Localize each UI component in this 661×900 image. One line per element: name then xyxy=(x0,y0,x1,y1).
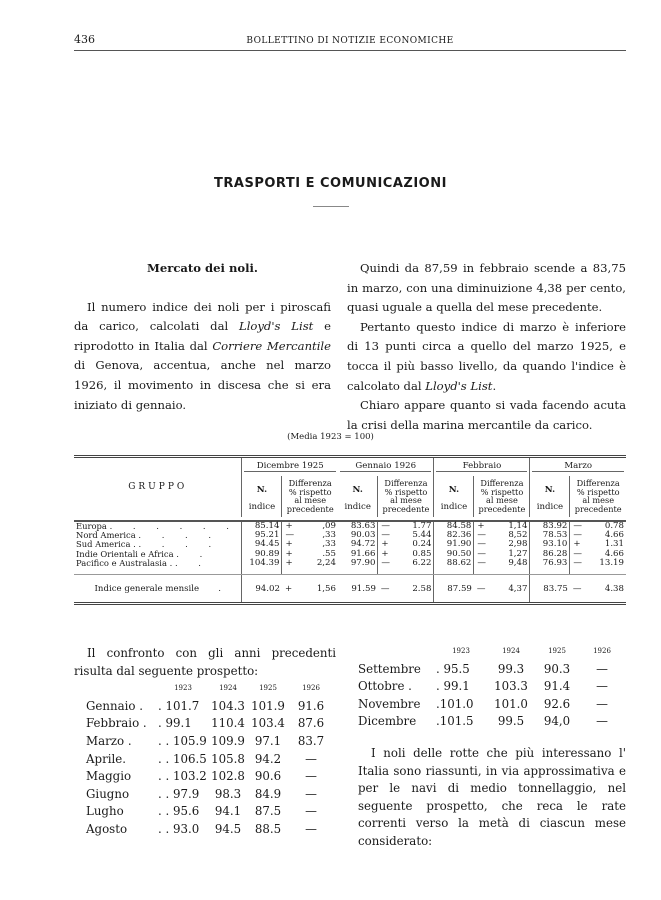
leader-dots: . . xyxy=(158,769,173,784)
text: Pertanto questo indice di marzo è inferiore di 13 punti circa a quello del marzo 1925, e tocca il più basso livello, da quando l'indice è calcolato dal xyxy=(347,319,626,393)
value-1923 xyxy=(158,803,208,821)
year-header: 1926 xyxy=(593,647,611,655)
value-1924: 94.1 xyxy=(214,804,242,819)
comparison-table-right xyxy=(358,643,626,731)
month-label xyxy=(86,733,158,751)
year-header: 1925 xyxy=(259,684,277,693)
comparison-row xyxy=(86,821,334,839)
table-body xyxy=(74,521,626,604)
sign: + xyxy=(282,540,296,549)
comparison-intro: Il confronto con gli anni precedenti risulta dal seguente prospetto: xyxy=(74,646,336,678)
sign: + xyxy=(474,521,488,531)
leader-dots: . . . . xyxy=(138,539,221,550)
italic-source: Lloyd's List xyxy=(239,319,314,334)
percent-change: ,33 xyxy=(322,539,336,550)
diff-label: al mese xyxy=(390,495,422,506)
sign: — xyxy=(378,521,392,531)
value-1924: 99.5 xyxy=(497,714,525,729)
percent-change: 9,48 xyxy=(508,557,528,568)
value-1923 xyxy=(158,821,208,839)
month-name: Agosto xyxy=(86,821,128,836)
value-1923 xyxy=(158,751,208,769)
n-label: N. xyxy=(256,485,268,496)
paragraph: Chiaro appare quanto si vada facendo acuta la crisi della marina mercantile da carico. xyxy=(347,398,626,432)
month-header: Febbraio xyxy=(436,462,527,472)
value-1923 xyxy=(436,661,486,679)
value-1925: 94.2 xyxy=(254,751,282,766)
sign: — xyxy=(570,550,584,559)
diff-label: % rispetto xyxy=(576,486,620,497)
value-1924: 105.8 xyxy=(211,751,245,766)
value-1925: 101.9 xyxy=(251,698,285,713)
diff-label: al mese xyxy=(582,495,615,506)
subheading: Mercato dei noli. xyxy=(147,261,258,275)
diff-header xyxy=(378,476,434,516)
comparison-row xyxy=(358,661,626,679)
value-1925: 84.9 xyxy=(254,786,282,801)
value-1925: 90.3 xyxy=(543,661,571,676)
month-name: Dicembre xyxy=(358,714,417,729)
diff-header xyxy=(570,476,626,516)
percent-change: ,09 xyxy=(322,520,336,531)
year-header: 1926 xyxy=(302,684,320,693)
sign: — xyxy=(474,531,488,540)
index-value: 95.21 xyxy=(242,531,282,540)
comparison-row xyxy=(358,678,626,696)
value-1925: 97.1 xyxy=(254,733,282,748)
year-header: 1924 xyxy=(219,684,237,693)
sign: + xyxy=(570,540,584,549)
percent-change: 1,14 xyxy=(508,520,528,531)
value-1926: — xyxy=(305,821,317,836)
value-1926: — xyxy=(596,714,608,729)
comparison-row xyxy=(86,733,334,751)
value-1924: 110.4 xyxy=(211,716,245,731)
diff-label: precedente xyxy=(382,504,430,515)
leader-dots: . . xyxy=(158,751,173,766)
value: 101.7 xyxy=(165,698,200,713)
value-1923 xyxy=(158,768,208,786)
sign: — xyxy=(474,550,488,559)
index-value: 86.28 xyxy=(530,550,570,559)
value-1925: 88.5 xyxy=(254,821,282,836)
index-value: 83.75 xyxy=(530,574,570,603)
index-value: 93.10 xyxy=(530,540,570,549)
leader-dots: . xyxy=(158,698,166,713)
year-header: 1925 xyxy=(548,647,566,655)
freight-index-table xyxy=(74,455,626,605)
month-label xyxy=(86,768,158,786)
index-value: 82.36 xyxy=(434,531,474,540)
percent-change: 8,52 xyxy=(508,529,528,540)
leader-dots: . . . . xyxy=(138,529,221,540)
value: 97.9 xyxy=(173,786,200,801)
running-head xyxy=(74,33,626,51)
percent-change: 4,37 xyxy=(488,574,530,603)
diff-label: precedente xyxy=(574,504,622,515)
index-value: 91.66 xyxy=(350,548,376,559)
leader-dots: . . xyxy=(158,821,173,836)
month-name: Lugho xyxy=(86,804,124,819)
gruppo-header: GRUPPO xyxy=(74,457,242,517)
diff-label: Differenza xyxy=(480,478,524,489)
table-caption: (Media 1923 = 100) xyxy=(287,432,374,442)
leader-dots: . xyxy=(436,661,444,676)
value: 105.9 xyxy=(173,733,207,748)
sign: — xyxy=(474,574,488,603)
sign: + xyxy=(282,521,296,531)
month-header: Marzo xyxy=(532,462,624,472)
comparison-row xyxy=(86,751,334,769)
percent-change: 5.44 xyxy=(412,529,432,540)
section-title: TRASPORTI E COMUNICAZIONI xyxy=(214,176,447,191)
indice-label: indice xyxy=(344,502,371,513)
month-label xyxy=(358,661,436,679)
value-1923 xyxy=(158,715,208,733)
index-value: 83.63 xyxy=(350,520,376,531)
percent-change: 0.78 xyxy=(604,520,624,531)
sign: — xyxy=(570,574,584,603)
leader-dots: . . . . . . xyxy=(109,520,238,531)
month-name: Gennaio . xyxy=(86,698,144,713)
month-name: Giugno xyxy=(86,786,130,801)
text: di Genova, accentua, anche nel marzo 1926, il movimento in discesa che si era iniziato di gennaio. xyxy=(74,358,331,412)
index-value: 91.90 xyxy=(434,540,474,549)
value-1923 xyxy=(436,696,486,714)
sign: + xyxy=(378,540,392,549)
left-column xyxy=(74,259,331,415)
year-header: 1923 xyxy=(452,647,470,655)
sign: — xyxy=(378,559,392,568)
month-label xyxy=(358,696,436,714)
sign: + xyxy=(378,550,392,559)
index-value: 94.45 xyxy=(242,540,282,549)
leader-dots: . . xyxy=(158,786,173,801)
percent-change: 1.31 xyxy=(604,539,624,550)
comparison-row xyxy=(86,768,334,786)
index-value: 78.53 xyxy=(530,531,570,540)
value: 106.5 xyxy=(173,751,207,766)
value: 93.0 xyxy=(173,821,200,836)
index-value: 90.89 xyxy=(242,550,282,559)
group-name: Pacifico e Australasia . xyxy=(76,557,173,568)
general-label-text: Indice generale mensile xyxy=(94,583,200,594)
diff-header xyxy=(282,476,338,516)
month-name: Febbraio . xyxy=(86,716,147,731)
month-label xyxy=(86,698,158,716)
text: e riprodotto in Italia dal xyxy=(74,319,331,353)
leader-dots: . . xyxy=(158,804,173,819)
indice-label: indice xyxy=(440,502,468,513)
value-1924: 98.3 xyxy=(214,786,242,801)
percent-change: 4.66 xyxy=(604,548,624,559)
italic-source: Lloyd's List xyxy=(425,378,493,393)
leader-dots: . . xyxy=(176,548,212,559)
percent-change: 2,24 xyxy=(316,557,336,568)
value: 101.5 xyxy=(439,714,474,729)
comparison-block xyxy=(74,645,336,839)
table-row xyxy=(74,559,626,568)
percent-change: 6.22 xyxy=(412,557,432,568)
value-1924: 99.3 xyxy=(497,661,525,676)
month-header: Dicembre 1925 xyxy=(244,462,336,472)
sign: + xyxy=(282,559,296,568)
month-label xyxy=(86,715,158,733)
paragraph: Quindi da 87,59 in febbraio scende a 83,75 in marzo, con una diminuizione 4,38 per cento, quasi uguale a quella del mese precedente. xyxy=(347,261,626,315)
value-1924: 102.8 xyxy=(211,769,245,784)
value-1923 xyxy=(436,678,486,696)
percent-change: 1,56 xyxy=(296,574,338,603)
index-value: 90.50 xyxy=(434,550,474,559)
index-value: 97.90 xyxy=(350,557,376,568)
percent-change: 1,27 xyxy=(508,548,528,559)
value-1925: 92.6 xyxy=(543,696,571,711)
diff-label: Differenza xyxy=(288,478,332,489)
comparison-body-right xyxy=(358,661,626,731)
diff-label: al mese xyxy=(294,495,327,506)
text: Il numero indice dei noli per i piroscafi da carico, calcolati dal xyxy=(74,299,331,334)
italic-source: Corriere Mercantile xyxy=(212,338,331,353)
value: 99.1 xyxy=(443,679,470,694)
index-value: 88.62 xyxy=(434,559,474,568)
value-1925: 94,0 xyxy=(543,714,571,729)
percent-change: 0.24 xyxy=(412,539,432,550)
value-1923 xyxy=(436,713,486,731)
value-1926: — xyxy=(305,786,317,801)
index-value: 76.93 xyxy=(530,559,570,568)
diff-label: % rispetto xyxy=(480,486,524,497)
sign: — xyxy=(570,521,584,531)
value-1926: 87.6 xyxy=(297,716,325,731)
comparison-row xyxy=(86,786,334,804)
value-1925: 91.4 xyxy=(543,679,571,694)
comparison-table-left xyxy=(86,680,334,838)
index-value: 94.72 xyxy=(350,539,376,550)
comparison-row xyxy=(358,696,626,714)
comparison-row xyxy=(86,698,334,716)
n-label: N. xyxy=(544,485,556,496)
right-column xyxy=(347,259,626,435)
percent-change: 0.85 xyxy=(412,548,432,559)
percent-change: ,33 xyxy=(322,529,336,540)
value-1926: — xyxy=(305,751,317,766)
index-value: 85.14 xyxy=(242,521,282,531)
intro-paragraph xyxy=(74,298,331,416)
leader-dots: . . xyxy=(174,557,210,568)
diff-label: Differenza xyxy=(384,478,428,489)
diff-label: al mese xyxy=(486,495,518,506)
value-1924: 103.3 xyxy=(494,679,528,694)
value: 103.2 xyxy=(173,769,207,784)
general-index-row xyxy=(74,574,626,603)
percent-change: 13.19 xyxy=(599,557,624,568)
percent-change: 2.58 xyxy=(392,574,434,603)
month-label xyxy=(86,803,158,821)
leader-dots: . xyxy=(158,716,166,731)
closing-paragraph: I noli delle rotte che più interessano l' Italia sono riassunti, in via approssimativa e per le navi di medio tonnellaggio, nel seguente prospetto, che reca le rate correnti verso la metà di ciascun mese considerato: xyxy=(358,745,626,848)
diff-label: precedente xyxy=(478,504,526,515)
month-name: Marzo . xyxy=(86,733,132,748)
value-1923 xyxy=(158,786,208,804)
sign: — xyxy=(570,559,584,568)
month-name: Ottobre . xyxy=(358,679,412,694)
title-divider xyxy=(313,206,349,207)
diff-header xyxy=(474,476,530,516)
value-1924: 104.3 xyxy=(211,698,245,713)
value-1926: — xyxy=(596,661,608,676)
comparison-row xyxy=(86,715,334,733)
text: . xyxy=(492,378,497,393)
leader-dots: . xyxy=(436,714,440,729)
comparison-row xyxy=(86,803,334,821)
value-1926: — xyxy=(596,696,608,711)
percent-change: 1.77 xyxy=(412,520,432,531)
paragraph xyxy=(347,318,626,396)
month-label xyxy=(86,751,158,769)
group-name: Europa xyxy=(76,520,107,531)
sign: — xyxy=(474,540,488,549)
month-header: Gennaio 1926 xyxy=(340,462,431,472)
comparison-block-right xyxy=(358,643,626,851)
value: 101.0 xyxy=(439,696,474,711)
comparison-row xyxy=(358,713,626,731)
value-1924: 109.9 xyxy=(211,733,245,748)
index-value: 83.92 xyxy=(530,521,570,531)
sign: + xyxy=(282,574,296,603)
group-name: Sud America . xyxy=(76,539,136,550)
leader-dots: . xyxy=(436,696,440,711)
value-1924: 94.5 xyxy=(214,821,242,836)
group-name: Indie Orientali e Africa xyxy=(76,548,174,559)
value-1926: 91.6 xyxy=(297,698,325,713)
n-label: N. xyxy=(352,485,363,496)
value-1925: 103.4 xyxy=(251,716,285,731)
diff-label: % rispetto xyxy=(288,486,332,497)
indice-label: indice xyxy=(536,502,564,513)
diff-label: Differenza xyxy=(576,478,620,489)
value-1925: 90.6 xyxy=(254,769,282,784)
month-name: Settembre xyxy=(358,661,421,676)
percent-change: .55 xyxy=(322,548,336,559)
index-value: 87.59 xyxy=(434,574,474,603)
index-value: 91.59 xyxy=(338,574,378,603)
indice-label: indice xyxy=(248,502,276,513)
index-value: 94.02 xyxy=(242,574,282,603)
leader-dots: . . xyxy=(158,733,173,748)
value-1923 xyxy=(158,698,208,716)
sign: — xyxy=(474,559,488,568)
value: 99.1 xyxy=(165,716,192,731)
percent-change: 2,98 xyxy=(508,539,528,550)
journal-title: BOLLETTINO DI NOTIZIE ECONOMICHE xyxy=(246,36,454,46)
month-name: Maggio xyxy=(86,769,132,784)
percent-change: 4.66 xyxy=(604,529,624,540)
leader-dots: . xyxy=(436,679,444,694)
sign: — xyxy=(378,531,392,540)
percent-change: 4.38 xyxy=(584,574,626,603)
year-header: 1923 xyxy=(174,684,192,693)
value-1926: — xyxy=(596,679,608,694)
value-1926: — xyxy=(305,804,317,819)
month-label xyxy=(86,786,158,804)
page-number: 436 xyxy=(74,33,95,46)
month-label xyxy=(358,713,436,731)
leader-dot: . xyxy=(218,583,221,594)
value: 95.5 xyxy=(443,661,470,676)
sign: + xyxy=(282,550,296,559)
value-1926: 83.7 xyxy=(297,733,325,748)
sign: — xyxy=(570,531,584,540)
group-name: Nord America xyxy=(76,529,136,540)
general-label xyxy=(74,574,242,603)
year-header: 1924 xyxy=(502,647,520,655)
index-value: 84.58 xyxy=(434,521,474,531)
sign: — xyxy=(282,531,296,540)
sign: — xyxy=(378,574,392,603)
diff-label: precedente xyxy=(286,504,334,515)
index-value: 90.03 xyxy=(350,529,376,540)
value-1926: — xyxy=(305,769,317,784)
diff-label: % rispetto xyxy=(384,486,428,497)
value: 95.6 xyxy=(173,804,200,819)
value-1924: 101.0 xyxy=(494,696,528,711)
comparison-body-left xyxy=(86,698,334,839)
month-label xyxy=(358,678,436,696)
value-1925: 87.5 xyxy=(254,804,282,819)
index-value: 104.39 xyxy=(242,559,282,568)
month-name: Novembre xyxy=(358,696,421,711)
group-label xyxy=(74,559,242,568)
month-label xyxy=(86,821,158,839)
value-1923 xyxy=(158,733,208,751)
n-label: N. xyxy=(448,485,460,496)
month-name: Aprile. xyxy=(86,751,126,766)
